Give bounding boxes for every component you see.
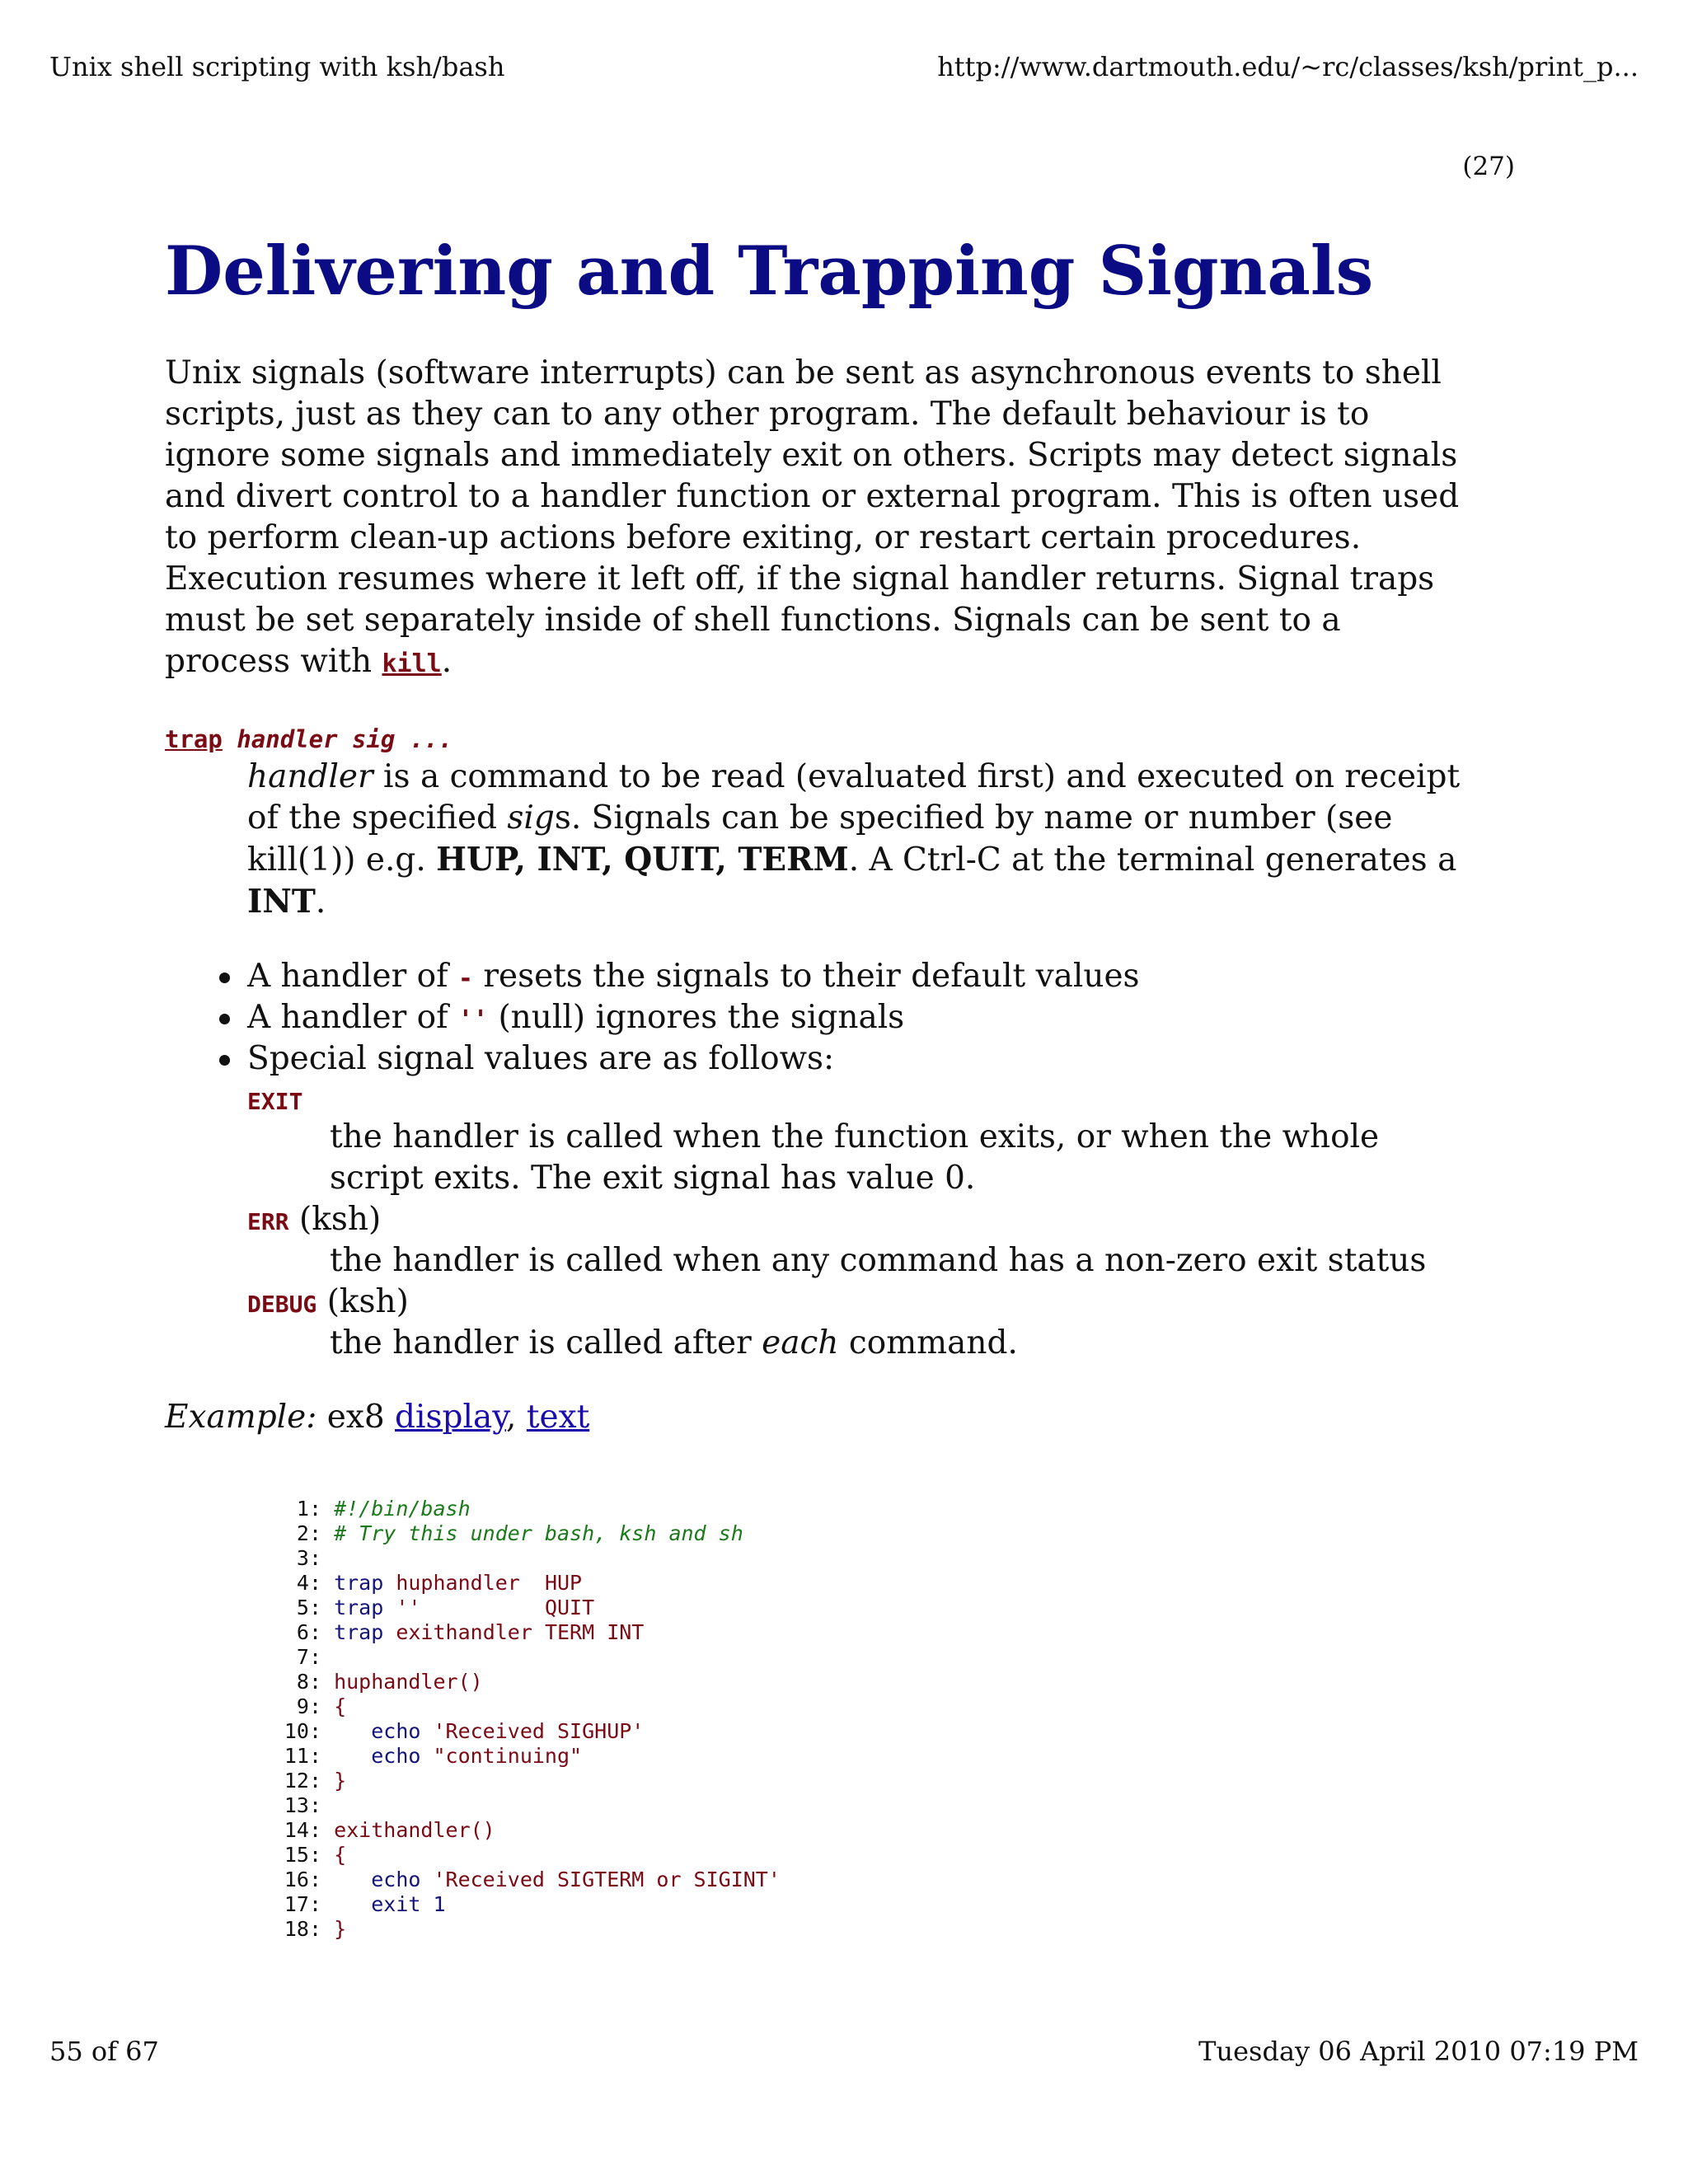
page-title: Delivering and Trapping Signals <box>165 232 1374 311</box>
bullet-item <box>247 956 1140 1000</box>
example-name: ex8 <box>316 1399 396 1436</box>
code-line <box>272 1769 781 1793</box>
desc-text: is a command to be read (evaluated first) and executed on receipt <box>373 758 1461 795</box>
code-line <box>272 1670 781 1694</box>
line-number: 1: <box>296 1497 321 1521</box>
code-line <box>272 1818 781 1843</box>
bullet-text: A handler of <box>247 958 458 995</box>
intro-line: and divert control to a handler function or external program. This is often used <box>165 478 1460 515</box>
line-number: 10: <box>284 1719 321 1743</box>
code-token: trap <box>334 1571 384 1595</box>
code-token: exithandler TERM INT <box>383 1620 645 1644</box>
code-line <box>272 1917 781 1942</box>
trap-description <box>247 757 1460 923</box>
code-line <box>272 1892 781 1917</box>
intro-line: to perform clean-up actions before exiting, or restart certain procedures. <box>165 519 1362 556</box>
page-count: 55 of 67 <box>49 2036 159 2067</box>
line-number: 12: <box>284 1769 321 1793</box>
code-line <box>272 1719 781 1744</box>
signal-term-err <box>247 1199 381 1243</box>
signal-desc-debug <box>330 1323 1018 1364</box>
desc-line: script exits. The exit signal has value 0. <box>330 1160 976 1197</box>
code-line <box>272 1694 781 1719</box>
desc-text: command. <box>838 1324 1018 1361</box>
line-number: 2: <box>296 1521 321 1545</box>
bullet-text: resets the signals to their default values <box>472 958 1140 995</box>
trap-desc-line <box>247 839 1460 881</box>
desc-text: the handler is called after <box>330 1324 762 1361</box>
example-label: Example: <box>165 1399 317 1436</box>
intro-line: ignore some signals and immediately exit on others. Scripts may detect signals <box>165 437 1458 474</box>
kill-link[interactable]: kill <box>382 649 442 678</box>
print-date: Tuesday 06 April 2010 07:19 PM <box>1198 2036 1639 2067</box>
intro-paragraph <box>165 353 1533 685</box>
line-number: 6: <box>296 1620 321 1644</box>
code-token: huphandler() <box>334 1670 483 1694</box>
code-token: #!/bin/bash <box>334 1497 471 1521</box>
desc-line: the handler is called when the function exits, or when the whole <box>330 1118 1380 1155</box>
trap-desc-line <box>247 757 1460 798</box>
separator: , <box>506 1399 527 1436</box>
intro-text: process with <box>165 643 382 680</box>
trap-syntax <box>165 725 452 753</box>
desc-text: . <box>315 883 326 921</box>
code-line <box>272 1546 781 1571</box>
code-token: } <box>334 1769 347 1793</box>
signal-note: (ksh) <box>316 1283 409 1320</box>
desc-text: of the specified <box>247 799 508 837</box>
line-number: 15: <box>284 1843 321 1867</box>
code-line <box>272 1596 781 1620</box>
bullet-item <box>247 997 904 1041</box>
slide-number: (27) <box>1462 152 1515 181</box>
code-line <box>272 1744 781 1769</box>
code-token: trap <box>334 1596 384 1619</box>
code-line <box>272 1793 781 1818</box>
handler-term: handler <box>247 758 373 795</box>
dash-code: - <box>457 964 473 993</box>
code-line <box>272 1497 781 1521</box>
line-number: 5: <box>296 1596 321 1619</box>
emphasis-each: each <box>762 1324 839 1361</box>
signal-name-err: ERR <box>247 1208 289 1235</box>
intro-line: must be set separately inside of shell functions. Signals can be sent to a <box>165 602 1341 639</box>
line-number: 16: <box>284 1868 321 1891</box>
intro-line: Unix signals (software interrupts) can be sent as asynchronous events to shell <box>165 354 1442 391</box>
code-token: exit 1 <box>334 1892 446 1916</box>
code-line <box>272 1645 781 1670</box>
code-token: '' QUIT <box>383 1596 595 1619</box>
signal-note: (ksh) <box>288 1201 382 1238</box>
trap-command-link[interactable]: trap <box>165 725 223 753</box>
code-token: huphandler HUP <box>383 1571 583 1595</box>
null-code: '' <box>457 1005 489 1034</box>
desc-text: . A Ctrl-C at the terminal generates a <box>848 841 1457 879</box>
code-line <box>272 1620 781 1645</box>
print-header-title: Unix shell scripting with ksh/bash <box>49 51 505 82</box>
line-number: 4: <box>296 1571 321 1595</box>
display-link[interactable]: display <box>395 1399 507 1436</box>
bullet-text: A handler of <box>247 999 458 1036</box>
print-header-url: http://www.dartmouth.edu/~rc/classes/ksh/print_p... <box>937 51 1639 82</box>
trap-desc-line <box>247 798 1460 839</box>
text-link[interactable]: text <box>526 1399 590 1436</box>
line-number: 18: <box>284 1917 321 1941</box>
intro-line: Execution resumes where it left off, if the signal handler returns. Signal traps <box>165 560 1435 598</box>
code-token: exithandler() <box>334 1818 495 1842</box>
code-token: trap <box>334 1620 384 1644</box>
trap-desc-line <box>247 881 1460 923</box>
intro-line-last <box>165 641 1533 685</box>
line-number: 7: <box>296 1645 321 1669</box>
int-signal: INT <box>247 883 316 921</box>
desc-text: kill(1)) e.g. <box>247 841 437 879</box>
bullet-text: (null) ignores the signals <box>488 999 905 1036</box>
trap-arguments: handler sig ... <box>237 725 453 753</box>
code-token: { <box>334 1694 347 1718</box>
line-number: 14: <box>284 1818 321 1842</box>
line-number: 3: <box>296 1546 321 1570</box>
code-token: # Try this under bash, ksh and sh <box>334 1521 743 1545</box>
intro-line: scripts, just as they can to any other program. The default behaviour is to <box>165 396 1370 433</box>
signal-term-debug <box>247 1282 409 1325</box>
code-token: "continuing" <box>420 1744 583 1768</box>
code-token: 'Received SIGHUP' <box>420 1719 645 1743</box>
code-token: echo <box>334 1868 421 1891</box>
bullet-text: Special signal values are as follows: <box>247 1040 835 1077</box>
code-token: echo <box>334 1744 421 1768</box>
signal-desc-exit <box>330 1117 1379 1199</box>
sig-term: sig <box>507 799 555 837</box>
code-token: { <box>334 1843 347 1867</box>
line-number: 11: <box>284 1744 321 1768</box>
line-number: 13: <box>284 1793 321 1817</box>
code-line <box>272 1868 781 1892</box>
signal-name-debug: DEBUG <box>247 1291 317 1318</box>
code-token: echo <box>334 1719 421 1743</box>
example-line <box>165 1397 589 1438</box>
code-line <box>272 1521 781 1546</box>
code-line <box>272 1571 781 1596</box>
line-number: 8: <box>296 1670 321 1694</box>
signal-names: HUP, INT, QUIT, TERM <box>436 841 849 879</box>
signal-name-exit: EXIT <box>247 1088 303 1115</box>
code-line <box>272 1843 781 1868</box>
intro-text: . <box>441 643 452 680</box>
code-token: } <box>334 1917 347 1941</box>
bullet-item <box>247 1038 834 1080</box>
desc-text: s. Signals can be specified by name or number (see <box>554 799 1393 837</box>
line-number: 17: <box>284 1892 321 1916</box>
line-number: 9: <box>296 1694 321 1718</box>
code-token: 'Received SIGTERM or SIGINT' <box>420 1868 781 1891</box>
signal-desc-err: the handler is called when any command has a non-zero exit status <box>330 1242 1427 1279</box>
code-listing <box>272 1497 781 1942</box>
